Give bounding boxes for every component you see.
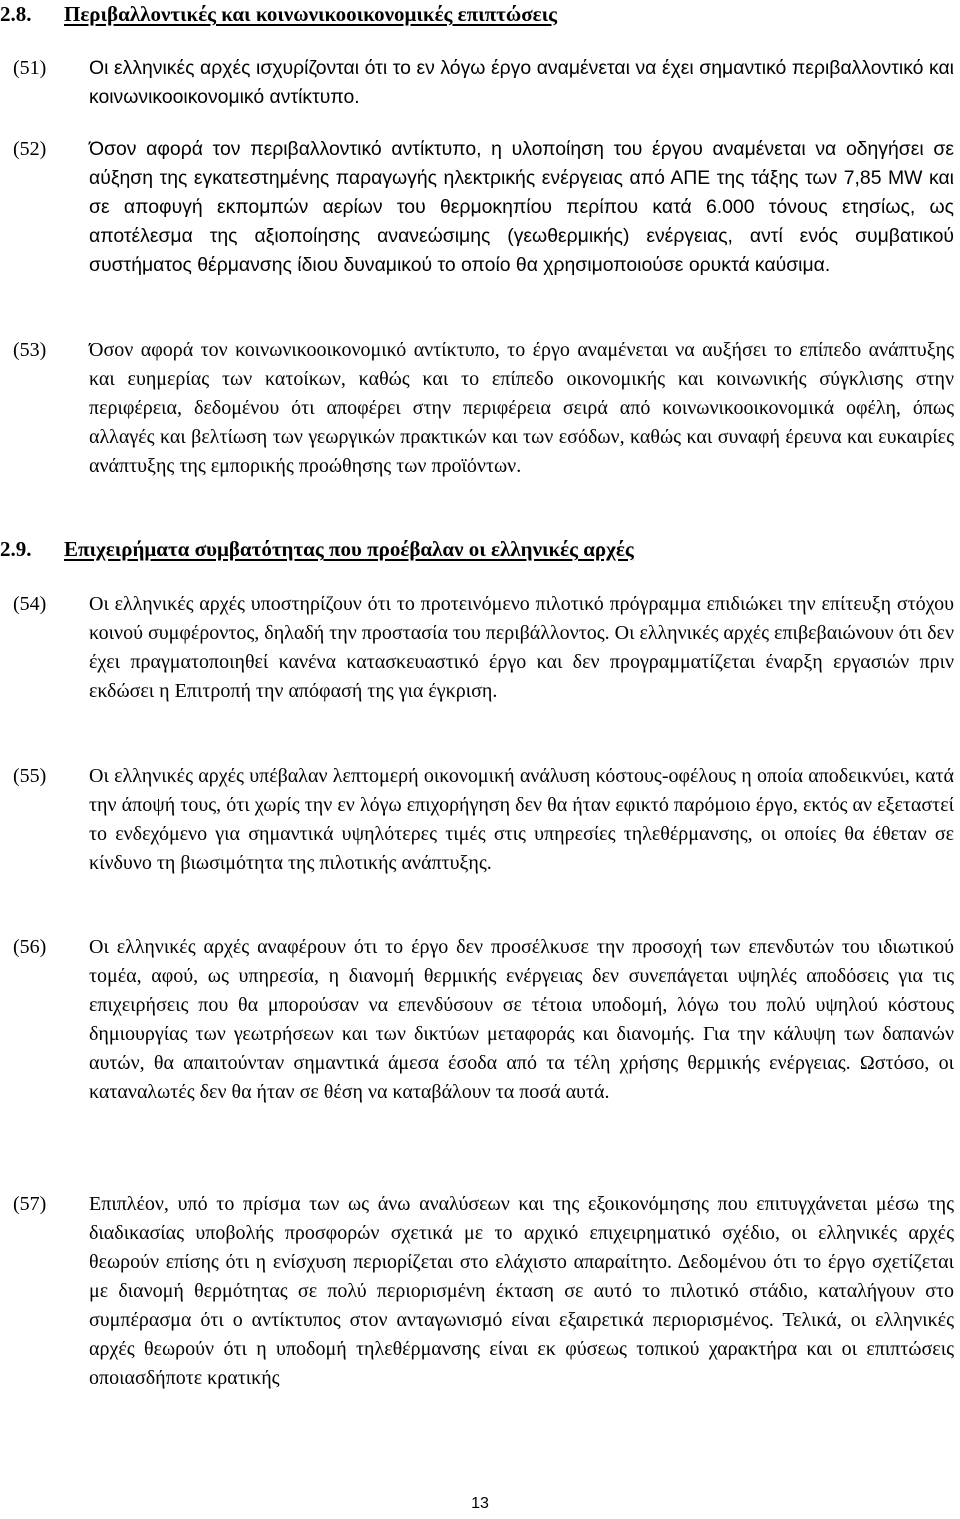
paragraph-55: [0, 762, 960, 878]
paragraph-57: [0, 1190, 960, 1393]
paragraph-54: [0, 590, 960, 706]
paragraph-text: Όσον αφορά τον περιβαλλοντικό αντίκτυπο, η υλοποίηση του έργου αναμένεται να οδηγήσει σε αύξηση της εγκατεστημένης παραγωγής ηλεκτρικής ενέργειας από ΑΠΕ της τάξης των 7,85 MW και σε αποφυγή εκπομπών αερίων του θερμοκηπίου περίπου κατά 6.000 τόνους ετησίως, ως αποτέλεσμα της αξιοποίησης ανανεώσιμης (γεωθερμικής) ενέργειας, αντί ενός συμβατικού συστήματος θέρμανσης ίδιου δυναμικού το οποίο θα χρησιμοποιούσε ορυκτά καύσιμα.: [89, 138, 954, 276]
paragraph-number: (53): [13, 339, 47, 361]
section-number: 2.9.: [0, 537, 32, 561]
paragraph-number: (51): [13, 57, 47, 79]
paragraph-51: [0, 54, 960, 112]
paragraph-number: (56): [13, 936, 47, 958]
paragraph-52: [0, 135, 960, 280]
paragraph-text: Οι ελληνικές αρχές υποστηρίζουν ότι το προτεινόμενο πιλοτικό πρόγραμμα επιδιώκει την επίτευξη στόχου κοινού συμφέροντος, δηλαδή την προστασία του περιβάλλοντος. Οι ελληνικές αρχές επιβεβαιώνουν ότι δεν έχει πραγματοποιηθεί κανένα κατασκευαστικό έργο και δεν προγραμματίζεται έναρξη εργασιών πριν εκδώσει η Επιτροπή την απόφασή της για έγκριση.: [89, 593, 954, 702]
paragraph-text: Οι ελληνικές αρχές ισχυρίζονται ότι το εν λόγω έργο αναμένεται να έχει σημαντικό περιβαλλοντικό και κοινωνικοοικονομικό αντίκτυπο.: [89, 57, 954, 108]
paragraph-number: (55): [13, 765, 47, 787]
section-number: 2.8.: [0, 2, 32, 26]
paragraph-text: Οι ελληνικές αρχές υπέβαλαν λεπτομερή οικονομική ανάλυση κόστους-οφέλους η οποία αποδεικνύει, κατά την άποψή τους, ότι χωρίς την εν λόγω επιχορήγηση δεν θα ήταν εφικτό παρόμοιο έργο, εκτός αν εξεταστεί το ενδεχόμενο για σημαντικά υψηλότερες τιμές στις υπηρεσίες τηλεθέρμανσης, οι οποίες θα έθεταν σε κίνδυνο τη βιωσιμότητα της πιλοτικής ανάπτυξης.: [89, 765, 954, 874]
paragraph-text: Όσον αφορά τον κοινωνικοοικονομικό αντίκτυπο, το έργο αναμένεται να αυξήσει το επίπεδο ανάπτυξης και ευημερίας των κατοίκων, καθώς και το επίπεδο οικονομικής και κοινωνικής σύγκλισης στην περιφέρεια, δεδομένου ότι αποφέρει στην περιφέρεια σειρά από κοινωνικοοικονομικά οφέλη, όπως αλλαγές και βελτίωση των γεωργικών πρακτικών και των εσόδων, καθώς και συναφή έρευνα και ευκαιρίες ανάπτυξης της εμπορικής προώθησης των προϊόντων.: [89, 339, 954, 477]
paragraph-number: (57): [13, 1193, 47, 1215]
paragraph-53: [0, 336, 960, 481]
paragraph-text: Οι ελληνικές αρχές αναφέρουν ότι το έργο δεν προσέλκυσε την προσοχή των επενδυτών του ιδιωτικού τομέα, αφού, ως υπηρεσία, η διανομή θερμικής ενέργειας δεν συνεπάγεται υψηλές αποδόσεις για τις επιχειρήσεις που θα μπορούσαν να επενδύσουν σε τέτοια υποδομή, λόγω του πολύ υψηλού κόστους δημιουργίας των γεωτρήσεων και των δικτύων μεταφοράς και διανομής. Για την κάλυψη των δαπανών αυτών, θα απαιτούνταν σημαντικά άμεσα έσοδα από τα τέλη χρήσης θερμικής ενέργειας. Ωστόσο, οι καταναλωτές δεν θα ήταν σε θέση να καταβάλουν τα ποσά αυτά.: [89, 936, 954, 1103]
paragraph-text: Επιπλέον, υπό το πρίσμα των ως άνω αναλύσεων και της εξοικονόμησης που επιτυγχάνεται μέσω της διαδικασίας υποβολής προσφορών σχετικά με το αρχικό επιχειρηματικό σχέδιο, οι ελληνικές αρχές θεωρούν επίσης ότι η ενίσχυση περιορίζεται στο ελάχιστο απαραίτητο. Δεδομένου ότι το έργο σχετίζεται με διανομή θερμότητας σε πολύ περιορισμένη έκταση σε αυτό το πιλοτικό στάδιο, καταλήγουν στο συμπέρασμα ότι ο αντίκτυπος στον ανταγωνισμό είναι εξαιρετικά περιορισμένος. Τελικά, οι ελληνικές αρχές θεωρούν ότι η υποδομή τηλεθέρμανσης είναι εκ φύσεως τοπικού χαρακτήρα και οι επιπτώσεις οποιασδήποτε κρατικής: [89, 1193, 954, 1389]
section-title: Περιβαλλοντικές και κοινωνικοοικονομικές επιπτώσεις: [64, 2, 557, 26]
page-number: 13: [471, 1495, 489, 1512]
paragraph-number: (52): [13, 138, 47, 160]
paragraph-56: [0, 933, 960, 1107]
section-title: Επιχειρήματα συμβατότητας που προέβαλαν οι ελληνικές αρχές: [64, 537, 634, 561]
paragraph-number: (54): [13, 593, 47, 615]
